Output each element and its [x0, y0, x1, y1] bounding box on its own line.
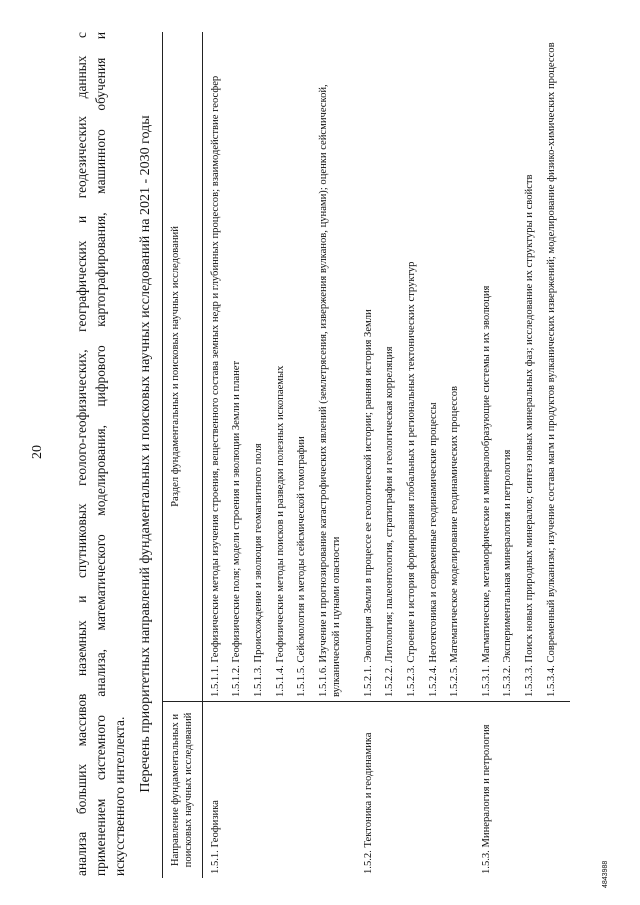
section-item: 1.5.1.4. Геофизические методы поисков и разведки полезных ископаемых: [274, 365, 286, 697]
column-header-direction: Направление фундаментальных и поисковых научных исследований: [163, 702, 203, 879]
page-number: 20: [30, 445, 45, 459]
section-item: 1.5.3.3. Поиск новых природных минералов; синтез новых минеральных фаз; исследование их структуры и свойств: [523, 174, 535, 697]
section-item: 1.5.1.6. Изучение и прогнозирование катастрофических явлений (землетрясения, извержения вулканов, цунами); оценки сейсмической, вулканической и цунами опасности: [317, 84, 343, 697]
direction-cell: 1.5.3. Минералогия и петрология: [474, 702, 570, 879]
table-caption: Перечень приоритетных направлений фундаментальных и поисковых научных исследований на 2021 - 2030 годы: [138, 115, 153, 793]
intro-line: применением системного анализа, математического моделирования, цифрового картографирования, машинного обучения и: [93, 32, 108, 876]
document-code: 4843988: [602, 860, 609, 888]
intro-line: анализа больших массивов наземных и спутниковых геолого-геофизических, географических и геодезических данных с: [74, 32, 89, 876]
table-row: [202, 32, 355, 878]
section-item: 1.5.1.3. Происхождение и эволюция геомагнитного поля: [253, 443, 264, 697]
direction-cell: 1.5.1. Геофизика: [202, 702, 355, 879]
section-cell: [474, 32, 570, 702]
direction-cell: 1.5.2. Тектоника и геодинамика: [356, 702, 474, 879]
section-item: 1.5.2.1. Эволюция Земли в процессе ее геологической истории; ранняя история Земли: [362, 309, 374, 697]
section-item: 1.5.1.5. Сейсмология и методы сейсмической томографии: [296, 436, 308, 697]
section-item: 1.5.2.5. Математическое моделирование геодинамических процессов: [449, 386, 461, 697]
directions-table: [162, 32, 570, 878]
section-item: 1.5.1.1. Геофизические методы изучения строения, вещественного состава земных недр и глубинных процессов; взаимодействие геосфер: [209, 75, 221, 697]
section-cell: [202, 32, 355, 702]
section-item: 1.5.3.2. Экспериментальная минералогия и петрология: [502, 449, 514, 697]
section-item: 1.5.1.2. Геофизические поля; модели строения и эволюции Земли и планет: [231, 360, 243, 697]
section-item: 1.5.2.2. Литология; палеонтология, стратиграфия и геологическая корреляция: [384, 346, 396, 697]
table-header-row: [163, 32, 203, 878]
section-item: 1.5.3.1. Магматические, метаморфические и минералообразующие системы и их эволюция: [480, 285, 492, 697]
section-cell: [356, 32, 474, 702]
intro-paragraph: [72, 32, 129, 876]
column-header-section: Раздел фундаментальных и поисковых научных исследований: [163, 32, 203, 702]
document-page: [20, 12, 620, 892]
table-row: [356, 32, 474, 878]
intro-line: искусственного интеллекта.: [112, 716, 127, 876]
table-row: [474, 32, 570, 878]
section-item: 1.5.2.4. Неотектоника и современные геодинамические процессы: [427, 402, 439, 697]
section-item: 1.5.2.3. Строение и история формирования глобальных и региональных тектонических структур: [405, 261, 417, 697]
section-item: 1.5.3.4. Современный вулканизм; изучение состава магм и продуктов вулканических извержений; моделирование физико-химических процессов: [545, 42, 557, 697]
